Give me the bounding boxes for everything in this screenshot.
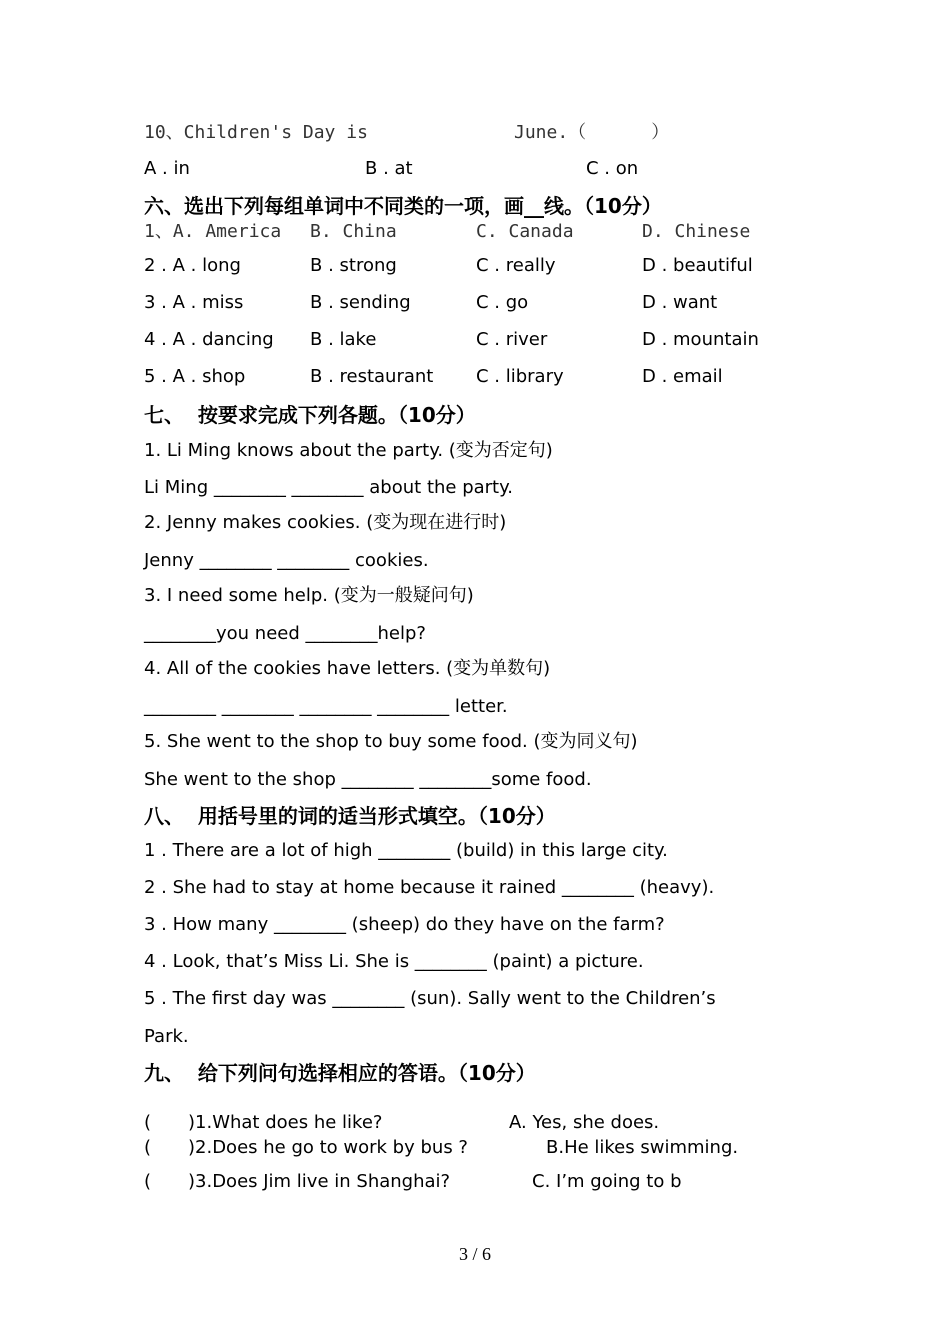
word-option: 2 . A . long — [144, 255, 241, 276]
question-text: )3.Does Jim live in Shanghai? — [188, 1171, 451, 1192]
word-option: B . strong — [310, 255, 397, 276]
q10-option-b: B . at — [365, 158, 413, 179]
question-line: 3. I need some help. (变为一般疑问句) — [144, 585, 474, 606]
section-9-heading: 九、 给下列问句选择相应的答语。（10分） — [144, 1061, 536, 1085]
question-line: 5. She went to the shop to buy some food. (变为同义句) — [144, 731, 638, 752]
word-option: C . really — [476, 255, 556, 276]
q10-stem-end: June.（ ） — [514, 122, 670, 143]
fill-blank-line: Park. — [144, 1026, 189, 1047]
word-option: 4 . A . dancing — [144, 329, 274, 350]
q10-option-a: A . in — [144, 158, 190, 179]
fill-blank-line: 4 . Look, that’s Miss Li. She is ________ (paint) a picture. — [144, 951, 644, 972]
word-option: D . want — [642, 292, 718, 313]
q10-option-c: C . on — [586, 158, 639, 179]
answer-bracket: ( — [144, 1137, 152, 1158]
answer-line: She went to the shop ________ ________some food. — [144, 769, 592, 790]
answer-option: A. Yes, she does. — [509, 1112, 660, 1133]
section-6-heading: 六、选出下列每组单词中不同类的一项，画__线。（10分） — [144, 194, 662, 218]
word-option: 5 . A . shop — [144, 366, 246, 387]
fill-blank-line: 5 . The first day was ________ (sun). Sally went to the Children’s — [144, 988, 716, 1009]
word-option: D . mountain — [642, 329, 759, 350]
answer-bracket: ( — [144, 1171, 152, 1192]
word-option: B . lake — [310, 329, 377, 350]
fill-blank-line: 3 . How many ________ (sheep) do they have on the farm? — [144, 914, 665, 935]
word-option: D . beautiful — [642, 255, 753, 276]
section-8-heading: 八、 用括号里的词的适当形式填空。（10分） — [144, 804, 556, 828]
q10-stem: 10、Children's Day is — [144, 122, 368, 143]
word-option: D. Chinese — [642, 221, 751, 242]
word-option: B . sending — [310, 292, 411, 313]
answer-line: ________ ________ ________ ________ letter. — [144, 696, 508, 717]
section-7-heading: 七、 按要求完成下列各题。（10分） — [144, 403, 476, 427]
answer-option: B.He likes swimming. — [546, 1137, 739, 1158]
question-line: 2. Jenny makes cookies. (变为现在进行时) — [144, 512, 507, 533]
answer-bracket: ( — [144, 1112, 152, 1133]
question-line: 1. Li Ming knows about the party. (变为否定句) — [144, 440, 553, 461]
word-option: B . restaurant — [310, 366, 434, 387]
fill-blank-line: 2 . She had to stay at home because it rained ________ (heavy). — [144, 877, 715, 898]
fill-blank-line: 1 . There are a lot of high ________ (build) in this large city. — [144, 840, 668, 861]
word-option: 1、A. America — [144, 221, 282, 242]
answer-line: Jenny ________ ________ cookies. — [144, 550, 429, 571]
word-option: D . email — [642, 366, 723, 387]
word-option: C . go — [476, 292, 529, 313]
word-option: C . library — [476, 366, 564, 387]
answer-option: C. I’m going to b — [532, 1171, 682, 1192]
word-option: 3 . A . miss — [144, 292, 244, 313]
question-line: 4. All of the cookies have letters. (变为单数句) — [144, 658, 551, 679]
page-number: 3 / 6 — [458, 1244, 491, 1264]
question-text: )2.Does he go to work by bus ? — [188, 1137, 468, 1158]
word-option: C . river — [476, 329, 548, 350]
question-text: )1.What does he like? — [188, 1112, 383, 1133]
answer-line: Li Ming ________ ________ about the party. — [144, 477, 513, 498]
answer-line: ________you need ________help? — [144, 623, 426, 644]
word-option: B. China — [310, 221, 397, 242]
word-option: C. Canada — [476, 221, 574, 242]
